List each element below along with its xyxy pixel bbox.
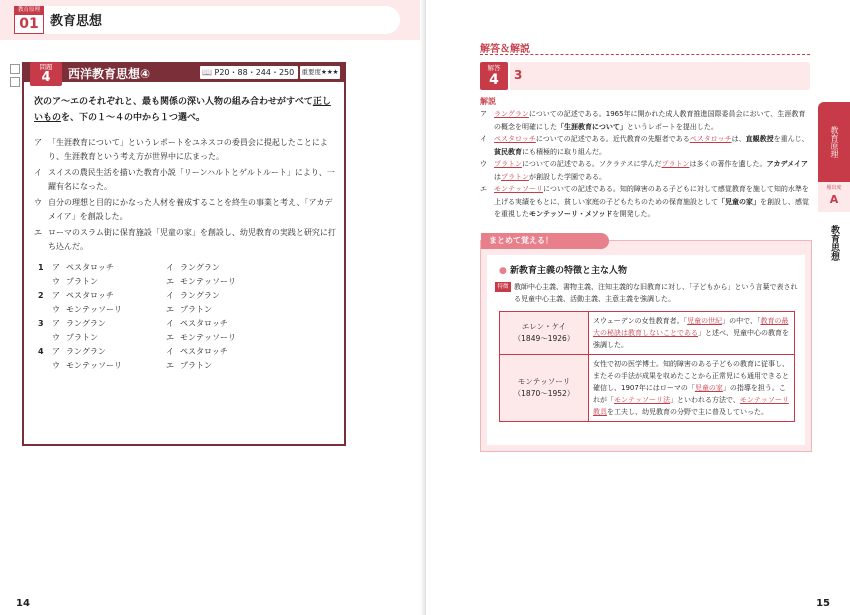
question-text	[34, 94, 338, 126]
explanation-item	[480, 158, 810, 183]
option-number	[38, 303, 52, 317]
chapter-chip	[14, 6, 44, 34]
description-d2: 」の指導を担う。これが「	[593, 384, 786, 404]
book-icon: 📖	[202, 68, 215, 77]
answer-badge-number: 4	[489, 72, 499, 88]
problem-box	[22, 62, 346, 446]
description-r2: モンテッソーリ法	[614, 396, 670, 404]
problem-title: 西洋教育思想④	[68, 67, 151, 81]
explanation-item	[480, 133, 810, 158]
explanation-t3: を重んじ、	[773, 135, 809, 143]
description-d2: 」の中で、「	[722, 317, 761, 325]
explanation-t1: についての記述である。近代教育の先駆者である	[535, 135, 690, 143]
option-key-b: エ	[166, 333, 174, 342]
page-number-right: 15	[816, 598, 830, 609]
description-d4: を工夫し、幼児教育の分野で主に普及していった。	[607, 408, 768, 416]
option-key-b: イ	[166, 263, 174, 272]
explanation-t2: は、	[731, 135, 746, 143]
description-r2: 教育の最大の秘訣は教育しないことである	[593, 317, 789, 337]
option-number: 1	[38, 263, 44, 272]
explanation-t1: についての記述である。ソクラテスに学んだ	[522, 160, 662, 168]
option-key-b: イ	[166, 291, 174, 300]
explanation-key: エ	[480, 185, 487, 193]
answer-value: 3	[514, 68, 523, 82]
option-number: 3	[38, 319, 44, 328]
feature-text: 教師中心主義、書物主義、注知主義的な旧教育に対し、「子どもから」という言葉で表される児童中心主義、活動主義、主意主義を強調した。	[514, 283, 798, 303]
explanation-key: ウ	[480, 160, 487, 168]
answer-bar	[510, 62, 810, 90]
explanation-t4: が創設した学園である。	[529, 172, 606, 181]
explanation-text	[494, 158, 810, 183]
description-d3: 」といわれる方法で、	[670, 396, 740, 404]
explanation-bold: 「生涯教育について」	[557, 122, 627, 131]
right-page	[426, 0, 850, 615]
explanation-name: モンテッソーリ	[494, 185, 543, 193]
answer-badge-label: 解答	[487, 64, 501, 72]
feature-row	[495, 281, 801, 305]
problem-badge-number: 4	[41, 70, 51, 85]
option-number: 4	[38, 347, 44, 356]
person-description	[589, 312, 794, 354]
option-name-a: モンテッソーリ	[66, 361, 122, 370]
explanation-bold: 「児童の家」	[718, 197, 760, 206]
option-number	[38, 275, 52, 289]
explanation-t3: を開発した。	[612, 210, 655, 218]
topic-tab[interactable]: 教育思想	[829, 225, 839, 261]
explanation-item	[480, 108, 810, 133]
statement-item	[34, 136, 338, 164]
chapter-chip-label: 教育原理	[14, 6, 44, 15]
option-name-b: モンテッソーリ	[180, 333, 236, 342]
statement-item	[34, 196, 338, 224]
summary-title-text: 新教育主義の特徴と主な人物	[510, 266, 628, 276]
option-key-b: エ	[166, 277, 174, 286]
option-list	[38, 261, 328, 373]
description-r3: モンテッソーリ教具	[593, 396, 789, 416]
person-name: モンテッソーリ	[517, 377, 571, 386]
checkbox[interactable]	[10, 77, 20, 87]
person-years: （1870～1952）	[513, 389, 575, 398]
option-key-a: ウ	[52, 305, 60, 314]
option-number	[38, 359, 52, 373]
explanation-bold2: モンテッソーリ・メソッド	[529, 210, 613, 218]
checkbox[interactable]	[10, 64, 20, 74]
option-name-a: ペスタロッチ	[66, 291, 114, 300]
explanation-t1: についての記述である。1965年に開かれた成人教育推進国際委員会において、生涯教育の概念を明確にした	[494, 110, 806, 131]
explanation-bold: アカデメイア	[766, 160, 808, 168]
statement-text: 自分の理想と目的にかなった人材を養成することを終生の事業と考え、「アカデメイア」を創設した。	[48, 198, 333, 221]
subject-tab[interactable]: 教育原理	[818, 102, 850, 182]
explanation-name2: プラトン	[661, 160, 690, 168]
explanation-t2: は多くの著作を遺した。	[689, 160, 767, 168]
checkboxes	[10, 64, 20, 90]
page-header	[0, 0, 424, 40]
statement-text: 「生涯教育について」というレポートをユネスコの委員会に提起したことにより、生涯教育という考え方が世界中に広まった。	[48, 138, 328, 161]
explanation-name3: プラトン	[501, 172, 529, 181]
table-row	[500, 312, 794, 355]
summary-inner	[487, 255, 805, 445]
statement-item	[34, 226, 338, 254]
option-key-b: イ	[166, 347, 174, 356]
option-key-a: ア	[52, 263, 60, 272]
option-name-a: プラトン	[66, 333, 98, 342]
explanation-text	[494, 133, 810, 158]
option-key-a: ア	[52, 347, 60, 356]
explanation-bold2: 貧民教育	[494, 147, 522, 156]
option-name-b: プラトン	[180, 361, 212, 370]
option-row	[38, 317, 328, 331]
chapter-chip-number: 01	[14, 15, 44, 34]
summary-title	[499, 263, 627, 276]
side-tabs	[818, 102, 850, 274]
person-years: （1849～1926）	[513, 334, 575, 343]
problem-header	[24, 63, 344, 85]
question-part-a: 次のア～エのそれぞれと、最も関係の深い人物の組み合わせがすべて	[34, 97, 313, 107]
statement-text: ローマのスラム街に保育施設「児童の家」を創設し、幼児教育の実践と研究に打ち込んだ。	[48, 228, 336, 251]
page-refs	[200, 66, 298, 79]
option-row	[38, 359, 328, 373]
summary-heading: まとめて覚える！	[481, 233, 609, 249]
explanation-key: ア	[480, 110, 487, 118]
description-r1: 児童の世紀	[687, 317, 723, 325]
option-key-a: ウ	[52, 277, 60, 286]
person-name: エレン・ケイ	[521, 322, 567, 331]
people-table	[499, 311, 795, 422]
explanation-t2: というレポートを提出した。	[626, 122, 718, 131]
option-key-a: ア	[52, 291, 60, 300]
statement-text: スイスの農民生活を描いた教育小説「リーンハルトとゲルトルート」により、一躍有名になった。	[48, 168, 335, 191]
option-name-a: プラトン	[66, 277, 98, 286]
section-divider	[480, 54, 810, 55]
option-number	[38, 331, 52, 345]
option-row	[38, 331, 328, 345]
option-key-b: エ	[166, 361, 174, 370]
explanation-text	[494, 108, 810, 133]
explanation-text	[494, 183, 810, 221]
feature-tag: 特徴	[495, 282, 511, 292]
question-underlined: 正しいもの	[34, 97, 331, 123]
description-d1: 女性で初の医学博士。知的障害のある子どもの教育に従事し、またその手法が成果を収めたことから正常児にも通用できると確信し、1907年にはローマの「	[593, 360, 789, 392]
page-title: 教育思想	[50, 14, 103, 29]
option-key-b: イ	[166, 319, 174, 328]
frequency-label: 頻出度	[826, 185, 842, 191]
option-name-a: ラングラン	[66, 347, 106, 356]
explanation-bold: 直観教授	[745, 135, 774, 143]
frequency-grade: A	[829, 193, 839, 206]
importance-badge: 重要度★★★	[300, 66, 340, 79]
person-cell	[500, 312, 589, 354]
explanation-t4: にも積極的に取り組んだ。	[522, 147, 606, 156]
person-cell	[500, 355, 589, 421]
option-name-b: ペスタロッチ	[180, 319, 228, 328]
explanation-name: プラトン	[494, 160, 522, 168]
explanation-t2: を創設し、感覚を重視した	[494, 197, 809, 218]
problem-badge-label: 問題	[39, 63, 53, 71]
explanation-name2: ペスタロッチ	[689, 135, 732, 143]
option-key-b: エ	[166, 305, 174, 314]
option-name-b: ペスタロッチ	[180, 347, 228, 356]
option-name-b: ラングラン	[180, 263, 220, 272]
description-r1: 児童の家	[694, 384, 723, 392]
description-d1: スウェーデンの女性教育者。「	[593, 317, 688, 325]
option-name-b: プラトン	[180, 305, 212, 314]
explanation-name: ペスタロッチ	[494, 135, 536, 143]
statement-key: イ	[34, 168, 42, 177]
option-name-a: ラングラン	[66, 319, 106, 328]
option-key-a: ウ	[52, 361, 60, 370]
option-row	[38, 261, 328, 275]
explanation-list	[480, 108, 810, 221]
section-title: 解答＆解説	[480, 44, 530, 55]
option-row	[38, 275, 328, 289]
explanation-item	[480, 183, 810, 221]
option-name-b: モンテッソーリ	[180, 277, 236, 286]
option-key-a: ウ	[52, 333, 60, 342]
option-row	[38, 345, 328, 359]
option-name-a: ペスタロッチ	[66, 263, 114, 272]
person-description	[589, 355, 794, 421]
option-name-b: ラングラン	[180, 291, 220, 300]
summary-box	[480, 236, 812, 452]
answer-badge	[480, 62, 508, 90]
bullet-icon: ●	[499, 266, 510, 276]
statement-key: ア	[34, 138, 42, 147]
explanation-key: イ	[480, 135, 487, 143]
left-page	[0, 0, 424, 615]
explanation-t1: についての記述である。知的障害のある子どもに対して感覚教育を施して知的水準を上げる実績をもとに、貧しい家庭の子どもたちのための保育施設として	[494, 185, 809, 206]
option-name-a: モンテッソーリ	[66, 305, 122, 314]
option-row	[38, 303, 328, 317]
option-key-a: ア	[52, 319, 60, 328]
problem-badge	[30, 62, 62, 86]
frequency-tab	[818, 182, 850, 212]
explanation-t3: は	[494, 172, 501, 181]
option-row	[38, 289, 328, 303]
statement-item	[34, 166, 338, 194]
page-number-left: 14	[16, 598, 30, 609]
explanation-label: 解説	[480, 97, 496, 106]
statement-list	[34, 136, 338, 256]
explanation-name: ラングラン	[494, 110, 529, 118]
table-row	[500, 355, 794, 421]
statement-key: ウ	[34, 198, 42, 207]
question-part-b: を、下の１～４の中から１つ選べ。	[61, 113, 206, 123]
page-refs-text: P20・88・244・250	[214, 68, 295, 77]
option-number: 2	[38, 291, 44, 300]
statement-key: エ	[34, 228, 42, 237]
description-d3: 」と述べ、児童中心の教育を強調した。	[593, 329, 789, 349]
